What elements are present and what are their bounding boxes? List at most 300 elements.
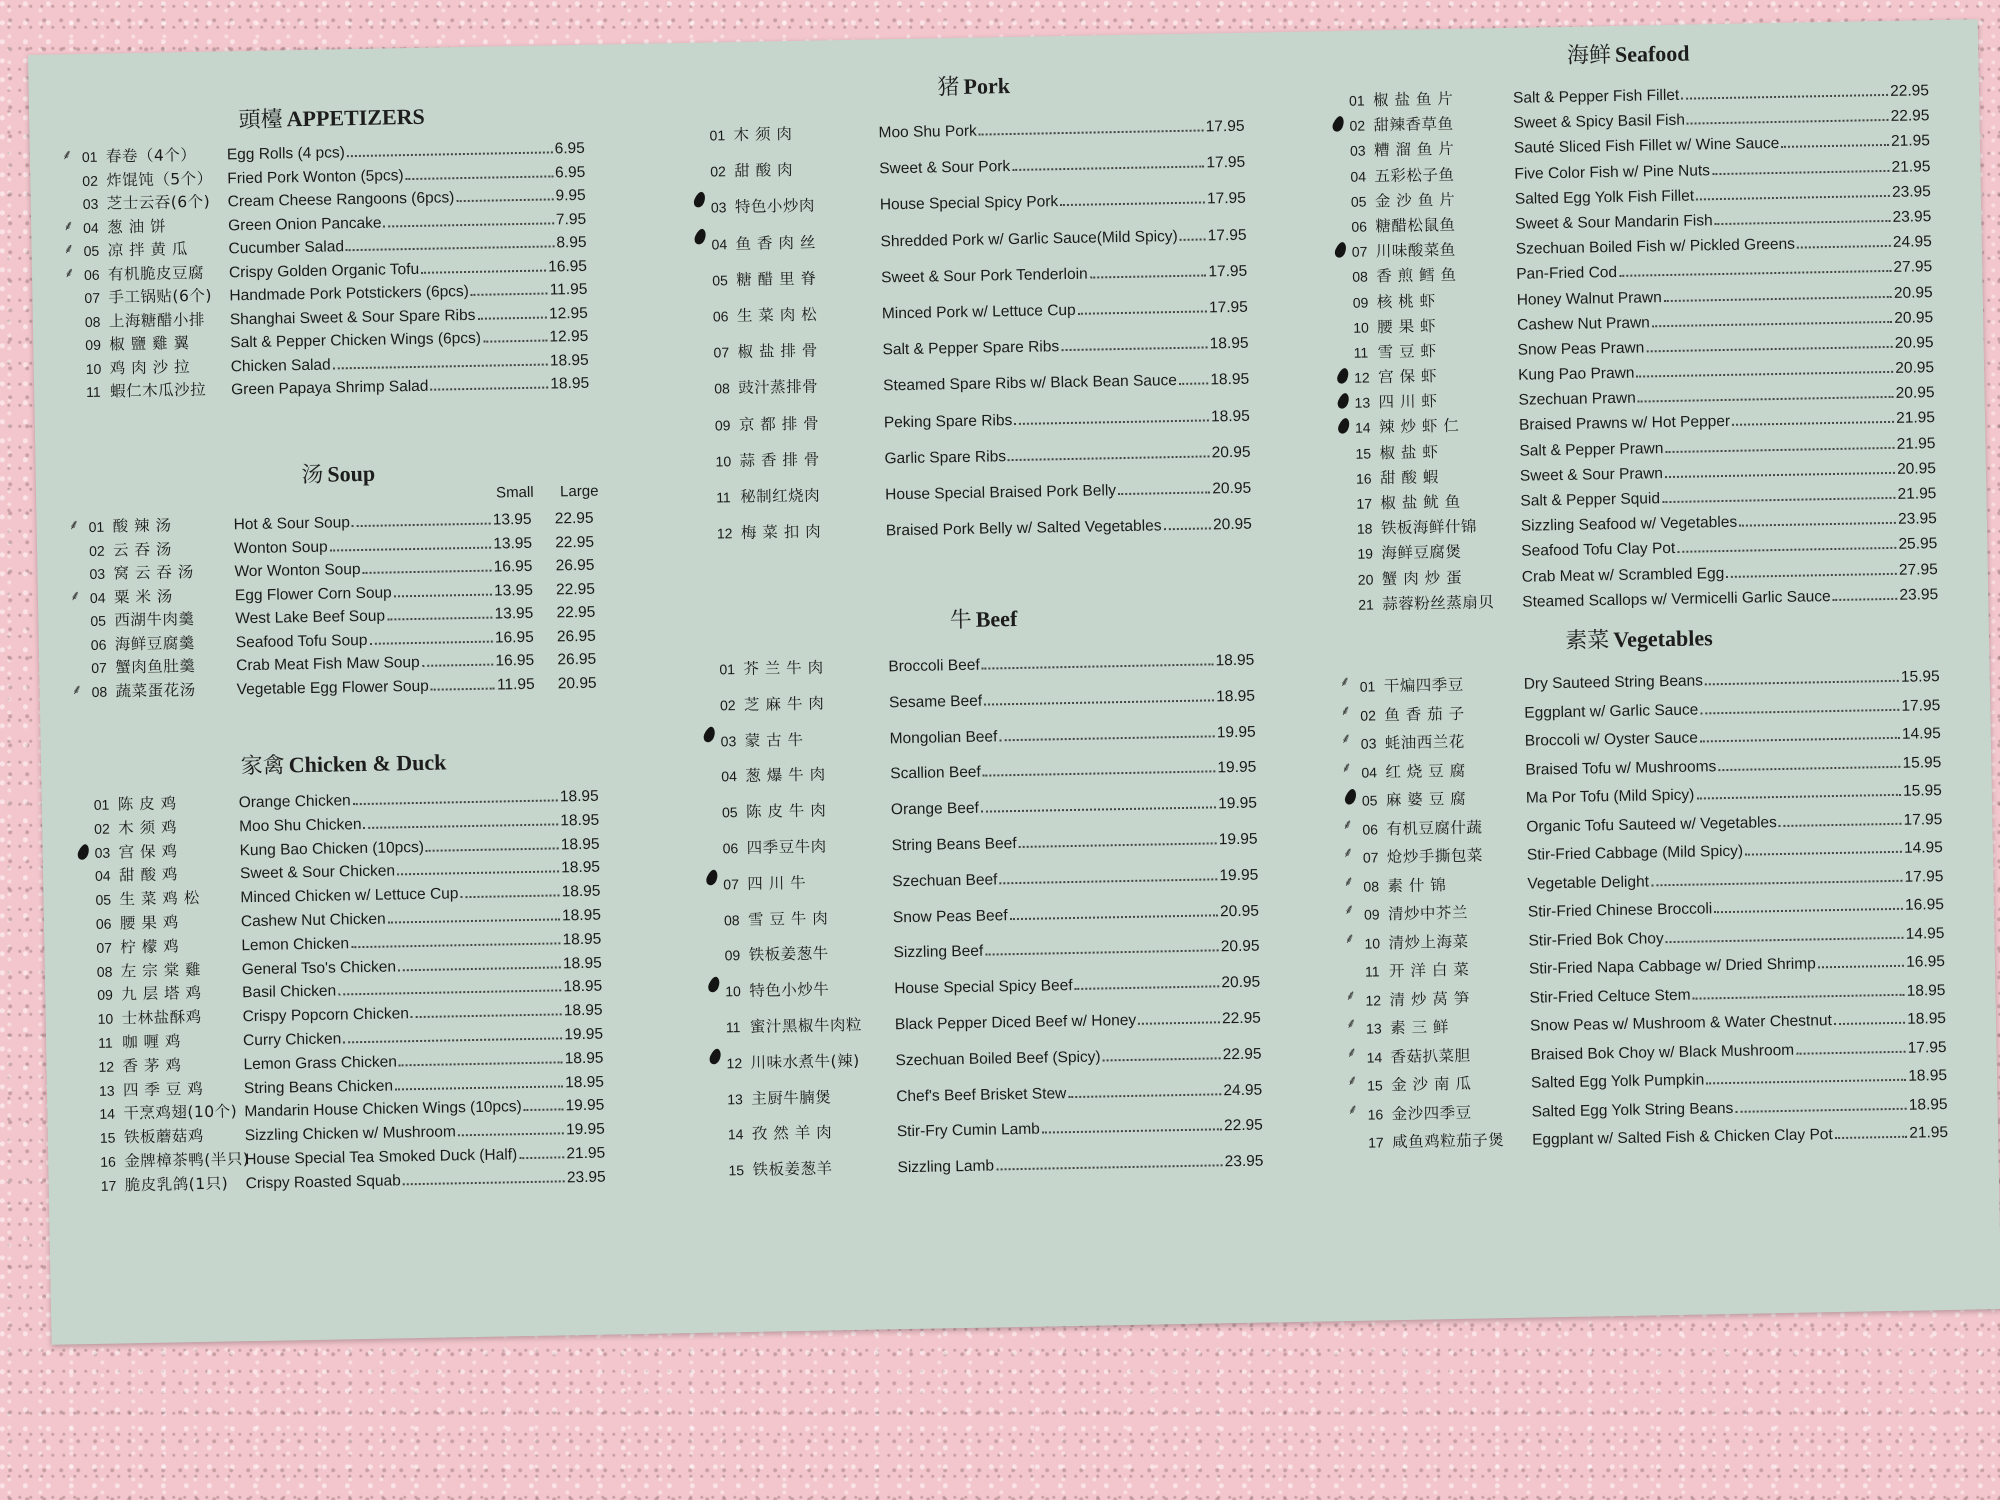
dot-leader	[338, 990, 561, 996]
item-price: 21.95	[1896, 434, 1936, 453]
item-number: 11	[1353, 344, 1369, 361]
dot-leader	[352, 523, 491, 528]
item-chinese-name: 铁板蘑菇鸡	[123, 1127, 205, 1147]
dot-leader	[1019, 842, 1217, 848]
dot-leader	[1779, 822, 1902, 826]
seafood-list	[1349, 78, 1939, 617]
item-number: 08	[714, 380, 730, 397]
sprout-icon: ⸙	[1343, 901, 1355, 919]
item-chinese-name: 椒 鹽 雞 翼	[109, 334, 190, 354]
dot-leader	[1008, 455, 1210, 461]
item-number: 08	[84, 313, 101, 330]
item-number: 09	[97, 986, 113, 1004]
item-chinese-name: 金 沙 南 瓜	[1390, 1074, 1472, 1095]
dot-leader	[982, 663, 1214, 669]
item-english-name: Fried Pork Wonton (5pcs)	[227, 166, 404, 187]
item-price: 17.95	[1207, 226, 1247, 244]
dot-leader	[1012, 166, 1204, 172]
appetizers-title: 頭檯 APPETIZERS	[238, 103, 425, 134]
item-number: 08	[1363, 877, 1380, 895]
item-price: 17.95	[1208, 262, 1248, 281]
item-chinese-name: 开 洋 白 菜	[1388, 960, 1470, 981]
item-number: 04	[83, 219, 99, 236]
item-price-large: 22.95	[555, 580, 596, 598]
item-price: 22.95	[1221, 1009, 1262, 1028]
item-chinese-name: 核 桃 虾	[1376, 291, 1436, 311]
dot-leader	[1818, 965, 1904, 969]
item-price: 20.95	[1893, 283, 1933, 302]
dot-leader	[983, 771, 1216, 777]
item-price: 6.95	[554, 163, 586, 181]
item-price: 12.95	[548, 304, 588, 322]
item-english-name: House Special Spicy Pork	[879, 193, 1059, 214]
item-price-small: 16.95	[493, 557, 533, 576]
item-english-name: Mandarin House Chicken Wings (10pcs)	[244, 1098, 522, 1121]
dot-leader	[1666, 936, 1904, 942]
dot-leader	[1781, 144, 1889, 148]
item-chinese-name: 蔬菜蛋花汤	[115, 680, 196, 700]
item-number: 15	[1355, 445, 1372, 462]
item-price: 25.95	[1898, 535, 1938, 554]
item-chinese-name: 宫 保 虾	[1377, 367, 1438, 387]
dot-leader	[1739, 522, 1896, 527]
dot-leader	[403, 1180, 565, 1185]
item-english-name: Szechuan Beef	[892, 871, 998, 891]
menu-sheet	[28, 19, 2000, 1345]
item-number: 06	[95, 915, 112, 932]
item-number: 03	[82, 195, 99, 213]
item-price-large: 22.95	[555, 533, 595, 551]
item-english-name: General Tso's Chicken	[241, 957, 397, 978]
item-number: 11	[716, 489, 731, 506]
item-number: 07	[723, 875, 740, 893]
item-price-small: 13.95	[493, 534, 533, 553]
item-price: 18.95	[1215, 651, 1255, 670]
pepper-icon	[706, 975, 722, 994]
item-price: 20.95	[1221, 973, 1261, 992]
item-number: 01	[719, 661, 736, 678]
item-number: 14	[99, 1105, 116, 1123]
item-english-name: Steamed Spare Ribs w/ Black Bean Sauce	[883, 372, 1178, 395]
dot-leader	[1103, 1057, 1221, 1061]
item-chinese-name: 梅 菜 扣 肉	[740, 522, 822, 543]
sprout-icon: ⸙	[63, 241, 75, 258]
item-chinese-name: 素 什 锦	[1387, 875, 1447, 895]
dot-leader	[1664, 295, 1892, 301]
item-number: 10	[1353, 319, 1369, 336]
item-english-name: Basil Chicken	[242, 982, 337, 1002]
item-price: 17.95	[1205, 117, 1245, 136]
dot-leader	[1705, 680, 1899, 686]
item-price: 22.95	[1890, 107, 1930, 126]
dot-leader	[1712, 169, 1890, 174]
item-number: 14	[1366, 1048, 1383, 1066]
item-english-name: Mongolian Beef	[889, 727, 998, 747]
item-english-name: Pan-Fried Cod	[1516, 264, 1618, 284]
sprout-icon: ⸙	[1346, 1072, 1358, 1089]
item-chinese-name: 椒 盐 鱼 片	[1372, 89, 1454, 110]
item-number: 12	[716, 525, 733, 542]
item-price: 21.95	[566, 1144, 606, 1163]
item-english-name: Crab Meat w/ Scrambled Egg	[1521, 564, 1725, 586]
dot-leader	[347, 151, 553, 157]
item-number: 05	[90, 612, 107, 629]
dot-leader	[421, 269, 546, 273]
item-price: 23.95	[566, 1168, 606, 1187]
sprout-icon: ⸙	[1345, 1015, 1357, 1033]
dot-leader	[999, 878, 1217, 884]
item-price: 20.95	[1220, 937, 1260, 956]
dot-leader	[458, 1133, 564, 1137]
item-price-large: 20.95	[557, 674, 597, 692]
item-price: 23.95	[1899, 585, 1939, 604]
item-number: 08	[96, 963, 113, 980]
item-number: 15	[99, 1129, 116, 1147]
item-price: 19.95	[1217, 794, 1258, 813]
item-chinese-name: 四 川 虾	[1378, 392, 1438, 412]
dot-leader	[1061, 347, 1208, 352]
item-price: 23.95	[1897, 510, 1937, 528]
item-english-name: Sweet & Sour Chicken	[239, 862, 396, 883]
item-chinese-name: 糟 溜 鱼 片	[1373, 140, 1455, 160]
item-english-name: Vegetable Egg Flower Soup	[236, 677, 429, 698]
dot-leader	[1118, 491, 1210, 495]
item-english-name: Stir-Fried Cabbage (Mild Spicy)	[1526, 842, 1744, 864]
item-english-name: Snow Peas Beef	[892, 906, 1008, 926]
item-price: 23.95	[1891, 182, 1931, 201]
item-number: 07	[96, 939, 113, 956]
item-price: 19.95	[1216, 723, 1256, 741]
item-english-name: Minced Chicken w/ Lettuce Cup	[240, 885, 459, 907]
dot-leader	[333, 363, 548, 369]
item-price: 14.95	[1905, 924, 1945, 943]
item-chinese-name: 鱼 香 肉 丝	[735, 233, 817, 253]
item-price-small: 16.95	[495, 651, 535, 670]
dot-leader	[397, 871, 559, 876]
item-price: 27.95	[1898, 560, 1938, 579]
seafood-title: 海鲜 Seafood	[1566, 40, 1690, 69]
item-chinese-name: 四季豆牛肉	[746, 837, 827, 857]
dot-leader	[353, 799, 558, 805]
item-price: 17.95	[1206, 153, 1246, 172]
item-price: 24.95	[1892, 233, 1932, 251]
item-number: 06	[83, 266, 100, 283]
pepper-icon	[704, 868, 720, 887]
item-chinese-name: 西湖牛肉羹	[114, 610, 195, 630]
item-price: 18.95	[560, 811, 600, 830]
item-number: 09	[85, 336, 102, 353]
item-english-name: String Beans Chicken	[243, 1077, 394, 1097]
pepper-icon	[692, 191, 708, 210]
dot-leader	[981, 807, 1216, 813]
item-english-name: Wor Wonton Soup	[234, 560, 361, 581]
item-english-name: Sizzling Chicken w/ Mushroom	[244, 1123, 457, 1145]
item-number: 14	[727, 1126, 744, 1143]
item-english-name: Hot & Sour Soup	[233, 514, 351, 534]
pepper-icon	[708, 1047, 724, 1066]
item-english-name: Braised Tofu w/ Mushrooms	[1525, 757, 1717, 779]
item-number: 05	[712, 271, 728, 289]
item-chinese-name: 糖醋松鼠鱼	[1375, 215, 1456, 236]
pepper-icon	[1336, 417, 1352, 436]
dot-leader	[369, 640, 493, 644]
item-price-small: 13.95	[492, 510, 532, 529]
item-english-name: Green Onion Pancake	[227, 214, 382, 234]
item-price: 18.95	[563, 978, 603, 996]
pepper-icon	[702, 725, 718, 744]
column-middle	[678, 32, 1292, 1333]
sprout-icon: ⸙	[68, 517, 80, 534]
dot-leader	[1745, 851, 1902, 856]
item-english-name: Salt & Pepper Prawn	[1519, 439, 1664, 460]
item-chinese-name: 素 三 鲜	[1389, 1018, 1450, 1038]
item-chinese-name: 脆皮乳鸽(1只)	[124, 1174, 229, 1195]
item-chinese-name: 川味水煮牛(辣)	[750, 1051, 860, 1072]
item-english-name: Handmade Pork Potstickers (6pcs)	[229, 282, 470, 305]
item-english-name: Eggplant w/ Salted Fish & Chicken Clay Pot	[1531, 1126, 1833, 1149]
item-price: 22.95	[1890, 82, 1930, 100]
item-number: 04	[1350, 168, 1367, 185]
item-price: 20.95	[1896, 459, 1937, 478]
item-number: 06	[712, 308, 729, 325]
dot-leader	[394, 593, 492, 597]
dot-leader	[1687, 119, 1889, 125]
item-chinese-name: 金 沙 鱼 片	[1374, 190, 1456, 211]
item-number: 15	[1366, 1077, 1383, 1094]
dot-leader	[364, 823, 559, 829]
item-chinese-name: 芝士云吞(6个)	[106, 192, 211, 213]
dot-leader	[1164, 527, 1212, 530]
item-english-name: Vegetable Delight	[1527, 872, 1650, 893]
item-number: 17	[1356, 495, 1373, 512]
item-chinese-name: 干烹鸡翅(10个)	[123, 1102, 238, 1123]
sprout-icon: ⸙	[1344, 930, 1356, 947]
item-english-name: Egg Flower Corn Soup	[234, 583, 392, 604]
item-english-name: Salt & Pepper Fish Fillet	[1512, 86, 1680, 107]
item-chinese-name: 雪 豆 虾	[1377, 342, 1437, 362]
pepper-icon	[693, 227, 709, 246]
item-english-name: Crab Meat Fish Maw Soup	[236, 653, 420, 675]
item-chinese-name: 主厨牛腩煲	[751, 1088, 832, 1108]
item-english-name: Moo Shu Pork	[878, 122, 977, 142]
pepper-icon	[1333, 241, 1349, 260]
item-english-name: Salt & Pepper Chicken Wings (6pcs)	[230, 329, 482, 352]
dot-leader	[1060, 202, 1205, 207]
item-price: 21.95	[1891, 157, 1931, 176]
item-english-name: Five Color Fish w/ Pine Nuts	[1514, 161, 1711, 183]
item-chinese-name: 五彩松子鱼	[1374, 165, 1455, 185]
item-price: 6.95	[554, 139, 585, 158]
item-english-name: Seafood Tofu Soup	[235, 631, 368, 651]
column-right	[1318, 20, 1962, 1321]
item-price-small: 11.95	[496, 675, 535, 694]
item-number: 10	[97, 1010, 114, 1028]
item-price: 14.95	[1903, 839, 1944, 857]
item-price: 18.95	[1216, 687, 1256, 706]
dot-leader	[477, 316, 547, 319]
item-english-name: Orange Chicken	[238, 792, 351, 812]
item-price: 24.95	[1223, 1081, 1263, 1099]
item-price: 18.95	[1210, 407, 1250, 425]
item-number: 06	[722, 840, 739, 857]
item-price: 18.95	[549, 351, 589, 369]
item-number: 03	[89, 565, 106, 582]
item-english-name: House Special Spicy Beef	[894, 977, 1073, 998]
item-chinese-name: 蚝油西兰花	[1384, 732, 1466, 753]
item-price: 17.95	[1901, 696, 1941, 715]
item-chinese-name: 香菇扒菜胆	[1390, 1046, 1471, 1066]
item-price: 20.95	[1219, 902, 1260, 920]
item-english-name: Cashew Nut Prawn	[1517, 314, 1651, 334]
sprout-icon: ⸙	[1347, 1101, 1359, 1118]
item-number: 03	[1360, 735, 1377, 752]
item-chinese-name: 蜜汁黑椒牛肉粒	[749, 1015, 863, 1036]
item-english-name: Organic Tofu Sauteed w/ Vegetables	[1526, 813, 1777, 836]
item-number: 04	[89, 589, 106, 606]
item-number: 05	[721, 804, 738, 821]
item-number: 11	[725, 1019, 741, 1036]
dot-leader	[996, 1164, 1223, 1170]
item-chinese-name: 宫 保 鸡	[118, 841, 178, 862]
item-number: 03	[1349, 142, 1366, 160]
item-number: 09	[714, 416, 731, 433]
sprout-icon: ⸙	[1340, 702, 1351, 719]
item-english-name: Salt & Pepper Spare Ribs	[882, 338, 1060, 359]
sprout-icon: ⸙	[1340, 730, 1352, 748]
dot-leader	[399, 1061, 563, 1066]
item-chinese-name: 木 须 肉	[733, 125, 793, 145]
item-english-name: Salted Egg Yolk Fish Fillet	[1514, 187, 1695, 208]
item-number: 12	[1353, 369, 1370, 386]
item-english-name: Egg Rolls (4 pcs)	[226, 144, 346, 164]
dot-leader	[1696, 794, 1901, 800]
item-number: 17	[1368, 1134, 1384, 1151]
item-english-name: Black Pepper Diced Beef w/ Honey	[894, 1011, 1137, 1034]
column-left	[58, 44, 627, 1344]
item-chinese-name: 蝦仁木瓜沙拉	[110, 380, 207, 401]
item-english-name: Sweet & Sour Prawn	[1519, 464, 1664, 485]
item-price: 20.95	[1212, 515, 1252, 534]
sprout-icon: ⸙	[62, 217, 74, 234]
item-number: 16	[1367, 1105, 1384, 1123]
soup-size-large-label: Large	[559, 482, 599, 501]
item-price: 17.95	[1903, 810, 1943, 829]
item-chinese-name: 四 川 牛	[747, 873, 807, 893]
item-english-name: Crispy Popcorn Chicken	[242, 1005, 410, 1026]
item-price: 23.95	[1892, 208, 1932, 226]
dot-leader	[1835, 1136, 1908, 1139]
item-number: 13	[98, 1082, 115, 1099]
item-price: 17.95	[1208, 298, 1248, 317]
dot-leader	[1068, 1093, 1221, 1098]
item-price: 16.95	[548, 257, 588, 276]
item-price: 20.95	[1212, 479, 1252, 498]
item-number: 09	[1363, 906, 1380, 923]
item-english-name: Stir-Fried Celtuce Stem	[1529, 986, 1691, 1007]
item-chinese-name: 干煸四季豆	[1383, 675, 1464, 696]
item-number: 10	[85, 360, 102, 377]
item-number: 06	[1351, 218, 1368, 235]
item-number: 11	[86, 383, 101, 400]
item-english-name: Orange Beef	[890, 799, 980, 819]
item-number: 21	[1358, 596, 1375, 613]
item-english-name: Shanghai Sweet & Sour Spare Ribs	[229, 306, 476, 328]
item-number: 10	[1364, 934, 1381, 952]
dot-leader	[524, 1109, 564, 1112]
item-english-name: Sauté Sliced Fish Fillet w/ Wine Sauce	[1513, 135, 1780, 158]
item-number: 05	[95, 891, 112, 909]
item-english-name: Minced Pork w/ Lettuce Cup	[881, 301, 1076, 323]
item-chinese-name: 蒙 古 牛	[744, 730, 804, 750]
dot-leader	[1638, 396, 1894, 403]
item-chinese-name: 金牌樟茶鸭(半只)	[124, 1150, 250, 1171]
dot-leader	[1179, 383, 1208, 386]
dot-leader	[1797, 245, 1891, 249]
item-english-name: String Beans Beef	[891, 835, 1017, 855]
chicken-title: 家禽 Chicken & Duck	[240, 749, 447, 780]
item-price: 20.95	[1895, 359, 1935, 377]
item-chinese-name: 椒 盐 排 骨	[737, 341, 819, 362]
item-price: 21.95	[1896, 409, 1936, 428]
item-chinese-name: 咖 喱 鸡	[121, 1032, 182, 1052]
item-number: 02	[719, 696, 736, 714]
item-price: 21.95	[1909, 1123, 1949, 1142]
item-price: 18.95	[561, 906, 602, 925]
item-english-name: Sweet & Sour Pork Tenderloin	[881, 265, 1088, 287]
item-number: 12	[98, 1058, 115, 1075]
item-number: 15	[728, 1162, 745, 1179]
dot-leader	[483, 340, 548, 343]
item-price: 18.95	[550, 374, 590, 393]
item-english-name: West Lake Beef Soup	[235, 607, 386, 628]
item-price: 18.95	[1908, 1095, 1948, 1114]
item-english-name: Chicken Salad	[230, 356, 331, 375]
item-english-name: Stir-Fried Chinese Broccoli	[1527, 900, 1713, 921]
item-english-name: Sweet & Spicy Basil Fish	[1513, 111, 1686, 132]
item-price: 18.95	[1907, 1010, 1947, 1028]
item-price: 19.95	[1217, 759, 1257, 777]
item-number: 10	[725, 983, 742, 1000]
item-chinese-name: 海鲜豆腐羹	[114, 633, 195, 654]
item-chinese-name: 木 须 鸡	[118, 818, 178, 838]
dot-leader	[471, 293, 548, 296]
item-number: 02	[94, 820, 110, 837]
sprout-icon: ⸙	[69, 587, 81, 604]
item-price: 22.95	[1222, 1045, 1262, 1064]
item-english-name: Chef's Beef Brisket Stew	[896, 1084, 1067, 1105]
item-number: 01	[93, 796, 110, 813]
dot-leader	[1700, 708, 1899, 714]
dot-leader	[979, 129, 1204, 135]
pepper-icon	[76, 842, 92, 861]
item-number: 07	[1362, 849, 1379, 866]
pepper-icon	[1331, 115, 1347, 134]
item-chinese-name: 香 煎 鳕 鱼	[1376, 266, 1457, 286]
item-english-name: Braised Pork Belly w/ Salted Vegetables	[885, 517, 1162, 540]
item-chinese-name: 甜 酸 鸡	[118, 865, 179, 885]
item-chinese-name: 豉汁蒸排骨	[738, 377, 819, 398]
item-english-name: Sesame Beef	[888, 692, 983, 712]
item-number: 12	[726, 1054, 743, 1072]
dot-leader	[330, 546, 492, 551]
item-english-name: Crispy Golden Organic Tofu	[228, 260, 420, 281]
item-chinese-name: 甜 酸 蝦	[1379, 468, 1439, 488]
dot-leader	[1696, 195, 1890, 201]
item-chinese-name: 清 炒 莴 笋	[1389, 989, 1470, 1009]
item-price-large: 22.95	[554, 509, 594, 528]
item-chinese-name: 芥 兰 牛 肉	[743, 658, 824, 678]
item-price-large: 22.95	[556, 603, 596, 622]
